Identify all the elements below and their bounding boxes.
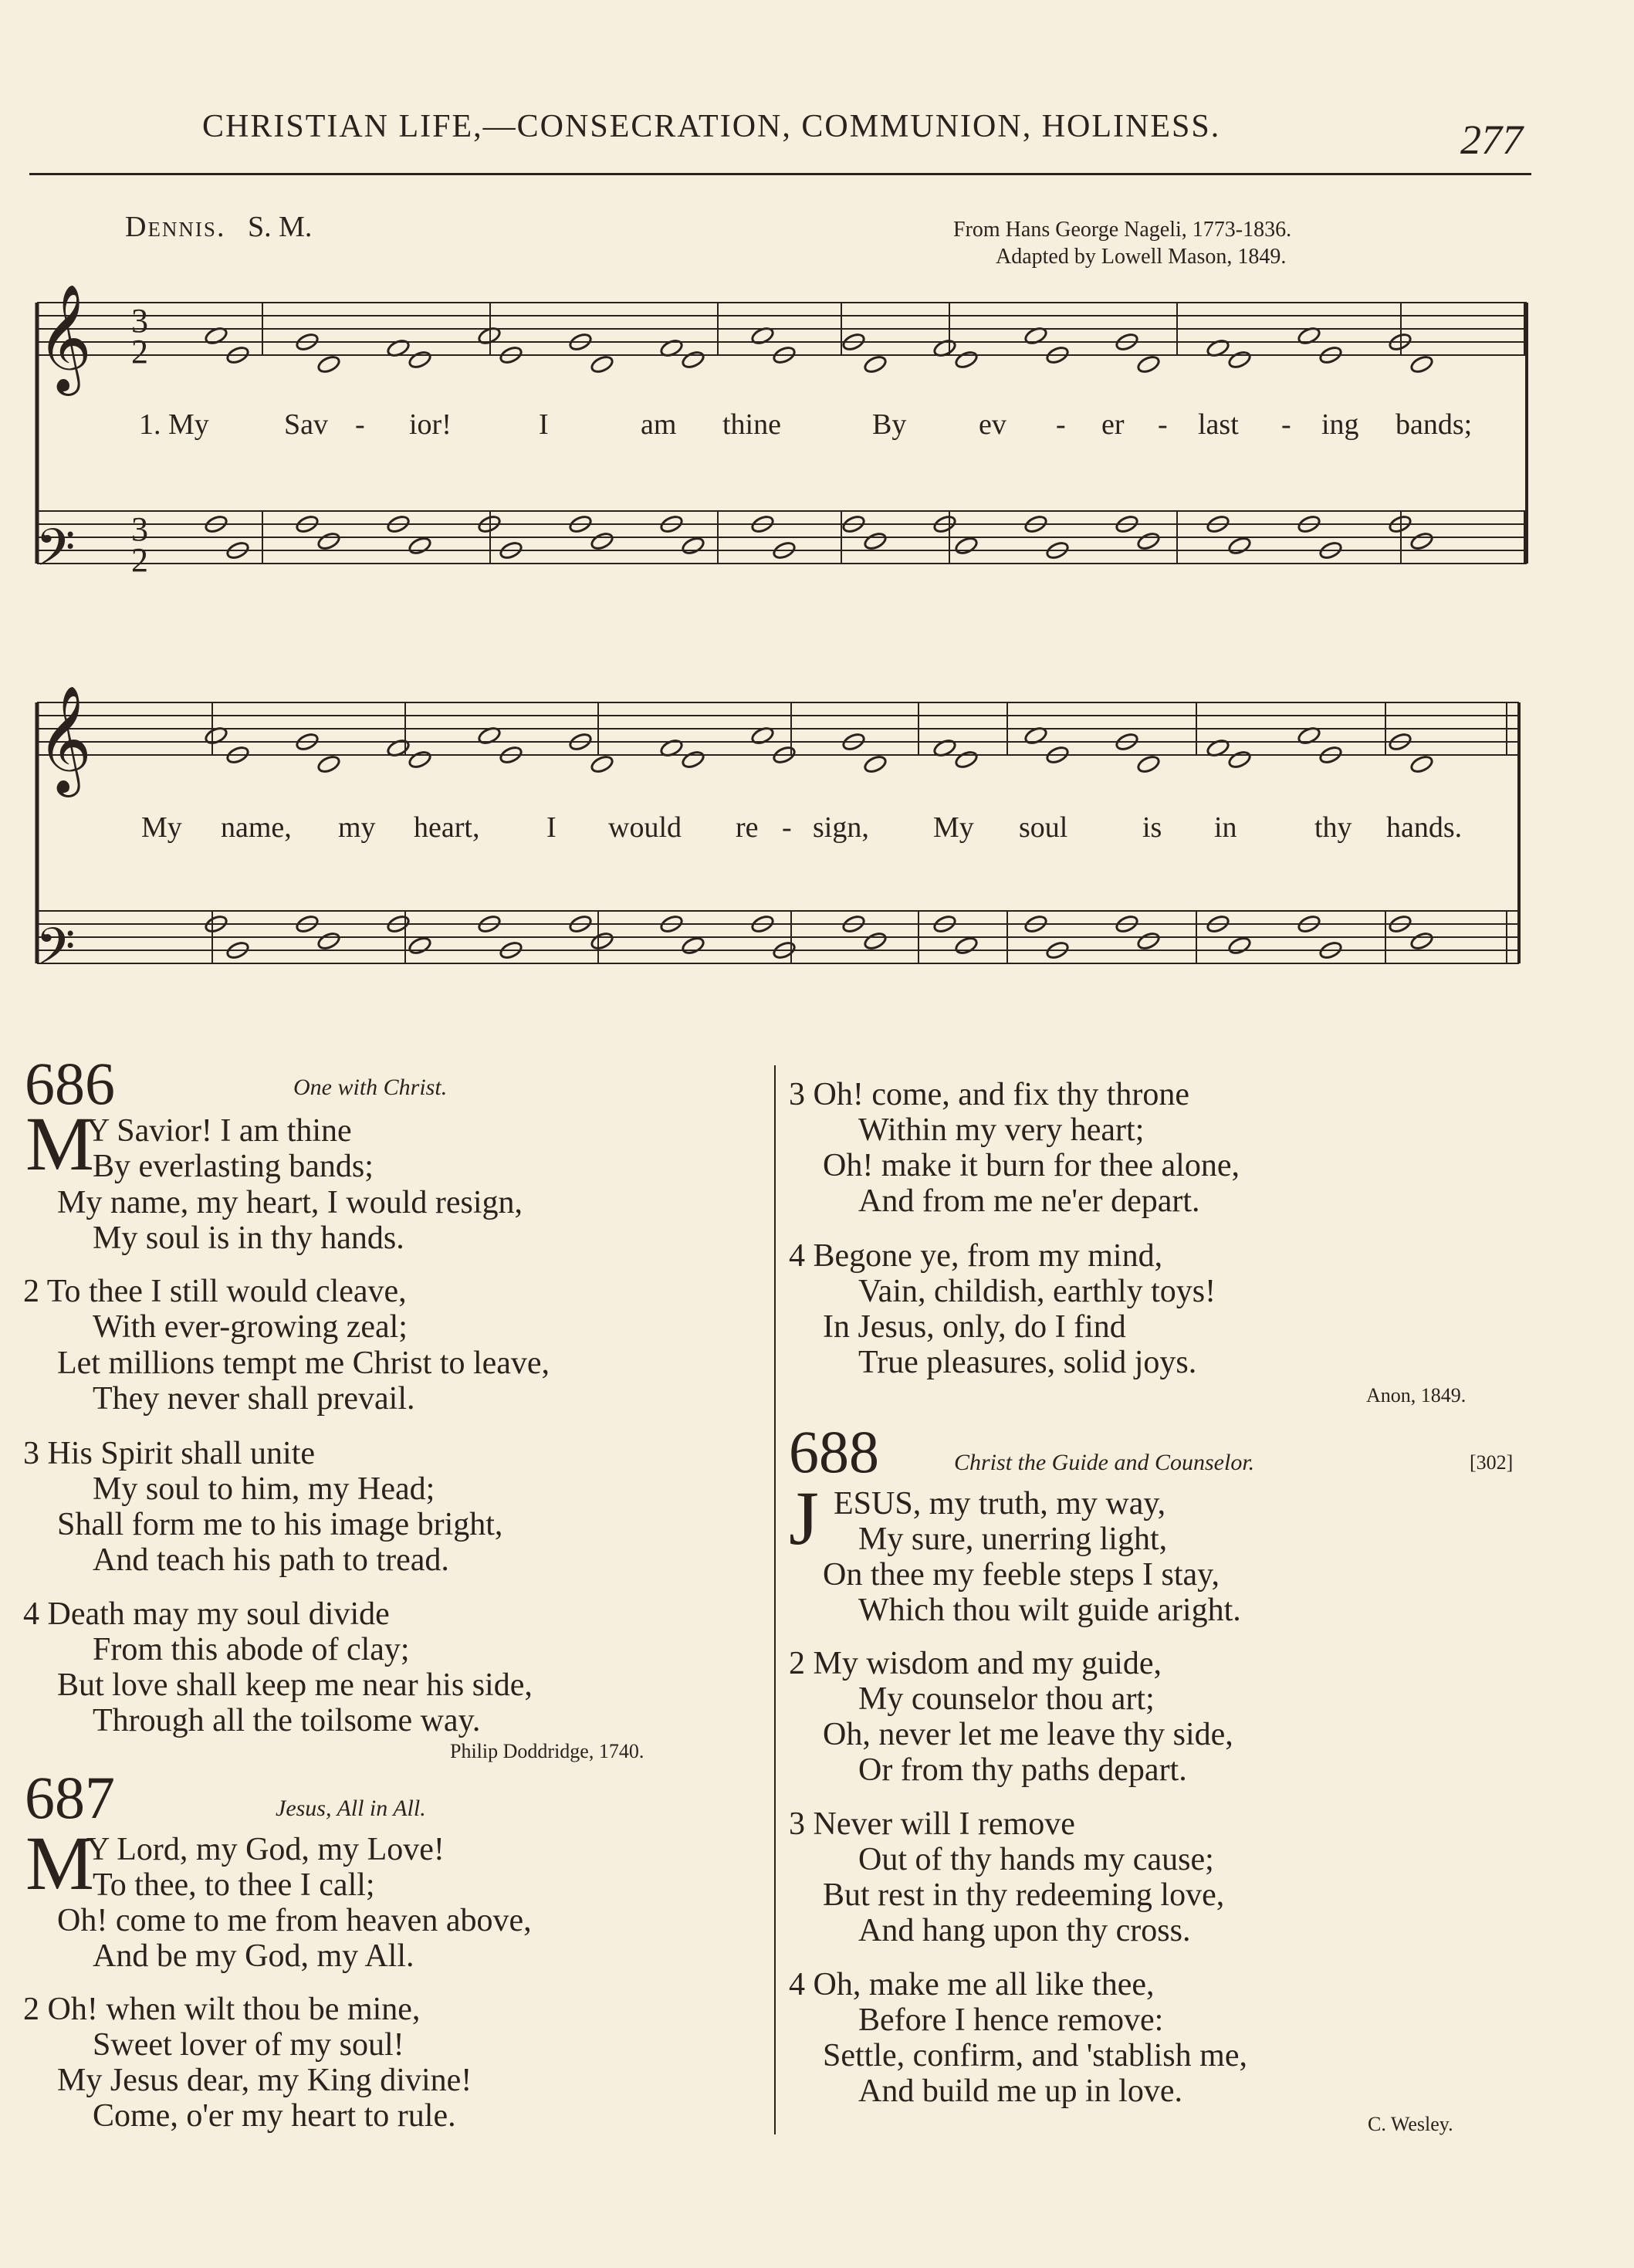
lyric-syllable: - [355, 408, 365, 441]
verse-line: By everlasting bands; [93, 1149, 374, 1184]
hymn-title-686: One with Christ. [293, 1075, 448, 1100]
verse-line: From this abode of clay; [93, 1632, 410, 1667]
verse-line: 4 Oh, make me all like thee, [789, 1967, 1155, 2002]
lyric-syllable: thine [722, 408, 781, 441]
treble-clef-2: 𝄞 [37, 685, 92, 793]
verse-line: And be my God, my All. [93, 1938, 414, 1974]
note-head [1136, 931, 1161, 951]
hymn-title-687: Jesus, All in All. [276, 1796, 426, 1821]
tune-title: Dennis. [125, 211, 226, 243]
note-head [1409, 754, 1434, 774]
verse-line: Vain, childish, earthly toys! [858, 1274, 1216, 1309]
verse-line: Sweet lover of my soul! [93, 2027, 404, 2063]
verse-line: They never shall prevail. [93, 1381, 415, 1417]
lyric-syllable: would [608, 811, 682, 844]
note-head [954, 936, 979, 956]
lyric-syllable: er [1101, 408, 1125, 441]
verse-line: Let millions tempt me Christ to leave, [57, 1346, 550, 1381]
lyric-syllable: my [338, 811, 376, 844]
lyric-syllable: am [641, 408, 677, 441]
note-head [954, 350, 979, 370]
lyric-syllable: My [141, 811, 182, 844]
verse-line: 4 Death may my soul divide [23, 1596, 390, 1632]
verse-line: Through all the toilsome way. [93, 1703, 481, 1738]
lyric-syllable: - [782, 811, 792, 844]
lyric-syllable: 1. My [139, 408, 209, 441]
verse-line: In Jesus, only, do I find [823, 1309, 1126, 1345]
note-head [681, 536, 705, 556]
staff-lines [37, 303, 1527, 963]
verse-line: Oh! come to me from heaven above, [57, 1903, 532, 1938]
verse-line: My soul to him, my Head; [93, 1471, 435, 1507]
verse-line: On thee my feeble steps I stay, [823, 1557, 1220, 1593]
verse-line: Or from thy paths depart. [858, 1752, 1187, 1788]
note-head [408, 536, 432, 556]
composer-credit-line2: Adapted by Lowell Mason, 1849. [996, 245, 1287, 269]
lyric-syllable: soul [1019, 811, 1068, 844]
lyric-syllable: hands. [1386, 811, 1463, 844]
verse-line: Y Lord, my God, my Love! [86, 1832, 445, 1867]
note-head [863, 531, 888, 551]
bass-clef-1: 𝄢 [36, 518, 76, 590]
note-head [1227, 350, 1252, 370]
lyric-syllable: Sav [284, 408, 328, 441]
lyric-syllable: re [736, 811, 759, 844]
verse-line: Which thou wilt guide aright. [858, 1593, 1241, 1628]
hymn-number-687: 687 [25, 1764, 115, 1831]
dropcap-687: M [25, 1820, 94, 1906]
verse-line: Settle, confirm, and 'stablish me, [823, 2038, 1247, 2073]
note-head [316, 354, 341, 374]
verse-line: My Jesus dear, my King divine! [57, 2063, 472, 2098]
verse-line: But love shall keep me near his side, [57, 1667, 533, 1703]
lyric-syllable: name, [221, 811, 292, 844]
treble-clef-1: 𝄞 [37, 284, 92, 391]
verse-line: With ever-growing zeal; [93, 1309, 408, 1345]
verse-line: And hang upon thy cross. [858, 1913, 1191, 1948]
verse-line: True pleasures, solid joys. [858, 1345, 1197, 1380]
lyric-syllable: bands; [1395, 408, 1473, 441]
lyric-syllable: - [1056, 408, 1066, 441]
verse-line: To thee, to thee I call; [93, 1867, 375, 1903]
note-head [1409, 931, 1434, 951]
lyric-syllable: is [1142, 811, 1162, 844]
verse-line: My sure, unerring light, [858, 1522, 1168, 1557]
time-signature-top-treble: 3 [131, 302, 148, 340]
verse-line: Out of thy hands my cause; [858, 1842, 1214, 1877]
time-signature-top-bass: 3 [131, 510, 148, 548]
bass-clef-2: 𝄢 [36, 917, 76, 989]
page-number: 277 [1460, 117, 1523, 163]
lyric-syllable: thy [1314, 811, 1352, 844]
lyric-syllable: last [1198, 408, 1239, 441]
note-head [863, 754, 888, 774]
verse-line: Before I hence remove: [858, 2002, 1164, 2038]
hymn-title-688: Christ the Guide and Counselor. [954, 1450, 1255, 1475]
verse-line: My name, my heart, I would resign, [57, 1185, 523, 1220]
note-head [1227, 750, 1252, 770]
lyric-syllable: I [546, 811, 557, 844]
dropcap-688: J [789, 1475, 819, 1561]
verse-line: 3 Oh! come, and fix thy throne [789, 1077, 1190, 1112]
note-head [590, 531, 614, 551]
verse-line: Oh! make it burn for thee alone, [823, 1148, 1240, 1183]
lyric-syllable: sign, [813, 811, 869, 844]
time-signature-bottom-bass: 2 [131, 541, 148, 579]
running-header: CHRISTIAN LIFE,—CONSECRATION, COMMUNION, HOLINESS. [202, 109, 1221, 144]
note-head [408, 936, 432, 956]
note-head [408, 750, 432, 770]
note-head [590, 354, 614, 374]
note-head [1136, 354, 1161, 374]
verse-line: 4 Begone ye, from my mind, [789, 1238, 1163, 1274]
verse-line: And build me up in love. [858, 2073, 1182, 2109]
note-head [1227, 936, 1252, 956]
note-head [954, 750, 979, 770]
lyric-syllable: ev [979, 408, 1006, 441]
lyric-syllable: heart, [414, 811, 480, 844]
verse-line: 3 Never will I remove [789, 1806, 1075, 1842]
note-head [1409, 354, 1434, 374]
verse-line: Y Savior! I am thine [86, 1113, 352, 1149]
note-head [316, 754, 341, 774]
verse-line: 2 To thee I still would cleave, [23, 1274, 407, 1309]
note-head [408, 350, 432, 370]
verse-line: 2 My wisdom and my guide, [789, 1646, 1162, 1681]
note-head [1227, 536, 1252, 556]
tune-meter: S. M. [247, 211, 313, 243]
verse-line: Within my very heart; [858, 1112, 1145, 1148]
note-heads [204, 326, 1434, 960]
lyric-syllable: - [1158, 408, 1168, 441]
hymn-number-688: 688 [789, 1418, 879, 1485]
author-credit-687: Anon, 1849. [1366, 1384, 1467, 1406]
note-head [316, 931, 341, 951]
lyric-syllable: - [1281, 408, 1291, 441]
author-credit-686: Philip Doddridge, 1740. [450, 1740, 644, 1762]
verse-line: Oh, never let me leave thy side, [823, 1717, 1233, 1752]
verse-line: Come, o'er my heart to rule. [93, 2098, 456, 2134]
note-head [1136, 531, 1161, 551]
verse-line: ESUS, my truth, my way, [834, 1486, 1166, 1522]
music-score [0, 0, 1634, 1019]
note-head [316, 531, 341, 551]
note-head [1136, 754, 1161, 774]
author-credit-688: C. Wesley. [1368, 2113, 1453, 2135]
note-head [681, 936, 705, 956]
lyric-syllable: ing [1321, 408, 1359, 441]
lyric-syllable: in [1214, 811, 1237, 844]
lyric-syllable: ior! [409, 408, 452, 441]
note-head [590, 931, 614, 951]
note-head [954, 536, 979, 556]
tune-reference-688: [302] [1470, 1451, 1514, 1474]
verse-line: And teach his path to tread. [93, 1542, 449, 1578]
note-head [681, 350, 705, 370]
lyric-syllable: My [933, 811, 974, 844]
note-head [590, 754, 614, 774]
note-head [863, 931, 888, 951]
verse-line: 3 His Spirit shall unite [23, 1436, 315, 1471]
hymn-number-686: 686 [25, 1050, 115, 1117]
note-head [681, 750, 705, 770]
verse-line: 2 Oh! when wilt thou be mine, [23, 1992, 421, 2027]
lyric-syllable: I [539, 408, 549, 441]
note-head [1409, 531, 1434, 551]
verse-line: And from me ne'er depart. [858, 1183, 1200, 1219]
lyric-syllable: By [872, 408, 907, 441]
time-signature-bottom-treble: 2 [131, 333, 148, 371]
verse-line: My counselor thou art; [858, 1681, 1155, 1717]
verse-line: My soul is in thy hands. [93, 1220, 404, 1256]
verse-line: But rest in thy redeeming love, [823, 1877, 1225, 1913]
composer-credit-line1: From Hans George Nageli, 1773-1836. [953, 218, 1292, 242]
column-divider [774, 1065, 776, 2134]
dropcap-686: M [25, 1101, 94, 1186]
note-head [863, 354, 888, 374]
verse-line: Shall form me to his image bright, [57, 1507, 503, 1542]
